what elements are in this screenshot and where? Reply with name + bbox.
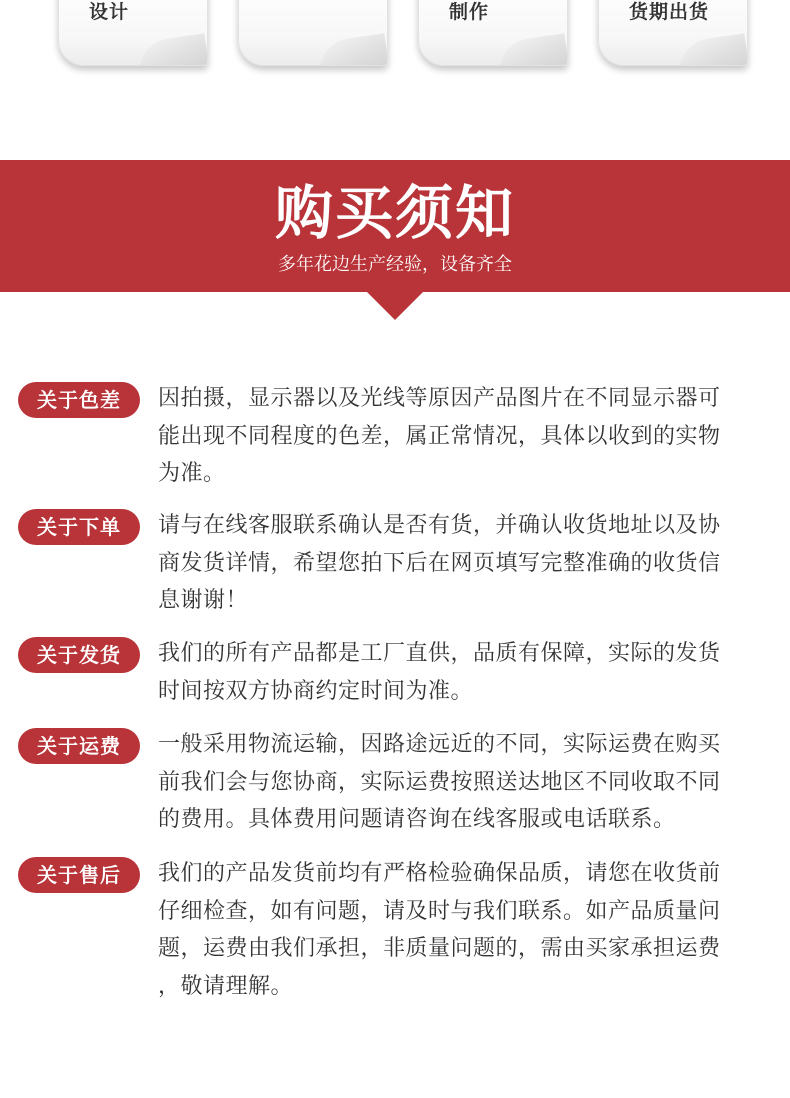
notice-tag: 关于发货	[18, 637, 140, 673]
notice-text: 请与在线客服联系确认是否有货，并确认收货地址以及协 商发货详情，希望您拍下后在网页填写完整准确的收货信 息谢谢！	[158, 513, 721, 613]
notice-text: 我们的所有产品都是工厂直供，品质有保障，实际的发货 时间按双方协商约定时间为准。	[158, 641, 721, 704]
notice-tag: 关于售后	[18, 857, 140, 893]
step-label: 制作	[449, 1, 490, 23]
notice-text: 我们的产品发货前均有严格检验确保品质，请您在收货前 仔细检查，如有问题，请及时与我们联系。如产品质量问 题，运费由我们承担，非质量问题的，需由买家承担运费 ，敬请理解。	[158, 861, 721, 999]
page-curl-decoration	[135, 33, 208, 66]
page-curl-decoration	[675, 33, 748, 66]
step-card-2	[238, 0, 388, 66]
notice-tag: 关于运费	[18, 728, 140, 764]
step-label: 设计	[89, 1, 130, 23]
banner-title: 购买须知	[274, 179, 515, 247]
banner-subtitle: 多年花边生产经验，设备齐全	[278, 254, 512, 275]
step-card-production	[418, 0, 568, 66]
step-label: 货期出货	[629, 1, 710, 23]
page-curl-decoration	[495, 33, 568, 66]
page-curl-decoration	[315, 33, 388, 66]
notice-tag: 关于下单	[18, 509, 140, 545]
notice-text: 因拍摄，显示器以及光线等原因产品图片在不同显示器可 能出现不同程度的色差，属正常情况，具体以收到的实物 为准。	[158, 386, 721, 486]
banner-down-arrow-icon	[367, 292, 423, 320]
process-steps	[0, 0, 790, 80]
step-card-design	[58, 0, 208, 66]
notice-text: 一般采用物流运输，因路途远近的不同，实际运费在购买 前我们会与您协商，实际运费按照送达地区不同收取不同 的费用。具体费用问题请咨询在线客服或电话联系。	[158, 732, 721, 832]
step-card-delivery	[598, 0, 748, 66]
notice-tag: 关于色差	[18, 382, 140, 418]
purchase-notice-banner	[0, 160, 790, 292]
